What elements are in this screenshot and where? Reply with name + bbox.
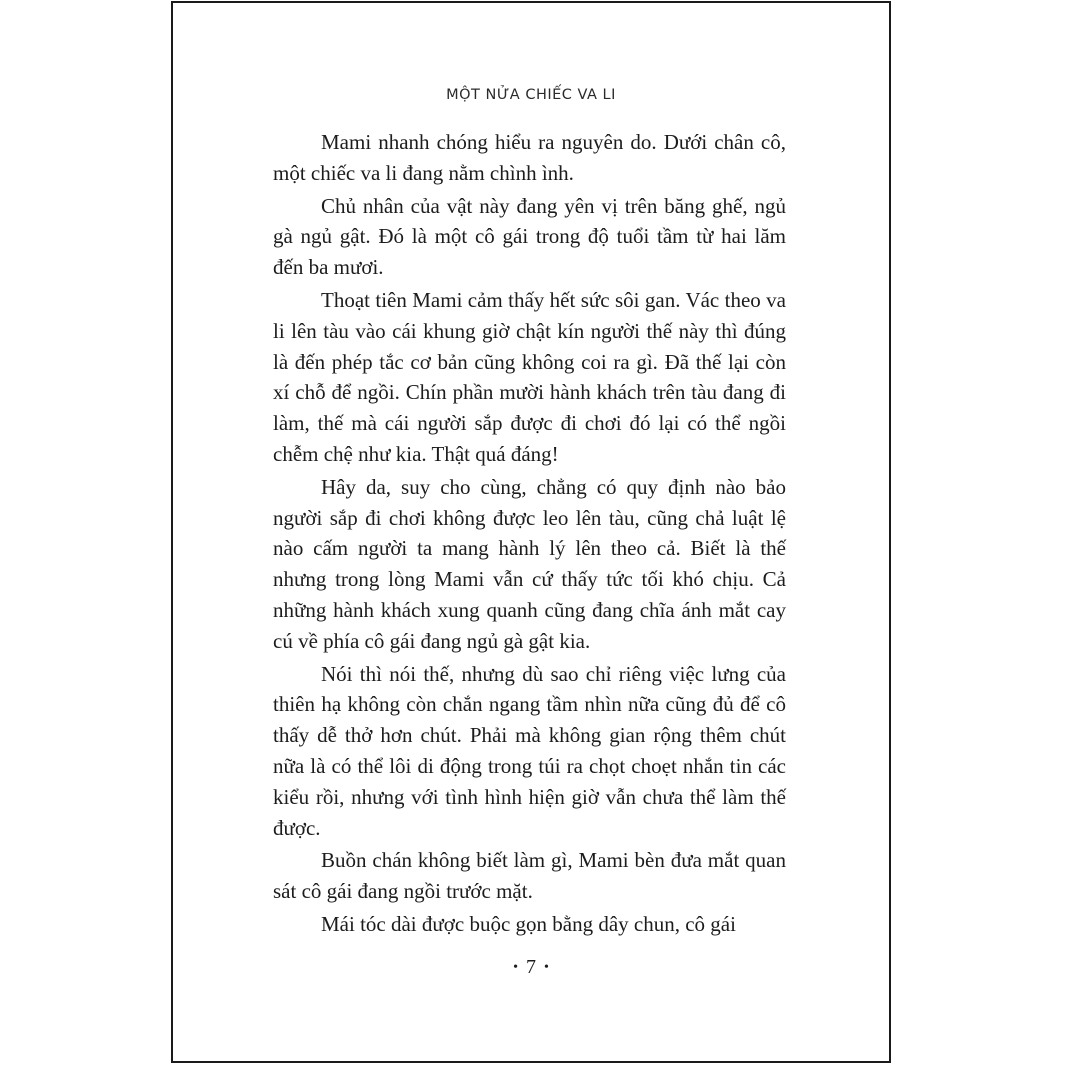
book-page [171, 1, 891, 1063]
folio-dot-right: • [544, 960, 549, 975]
paragraph: Mami nhanh chóng hiểu ra nguyên do. Dưới chân cô, một chiếc va li đang nằm chình ình. [273, 130, 786, 185]
running-head: MỘT NỬA CHIẾC VA LI [446, 87, 616, 103]
page-number-value: 7 [526, 956, 536, 978]
paragraph: Mái tóc dài được buộc gọn bằng dây chun, cô gái [321, 911, 736, 936]
paragraph: Chủ nhân của vật này đang yên vị trên băng ghế, ngủ gà ngủ gật. Đó là một cô gái trong độ tuổi tầm từ hai lăm đến ba mươi. [273, 193, 786, 280]
paragraph: Nói thì nói thế, nhưng dù sao chỉ riêng việc lưng của thiên hạ không còn chắn ngang tầm nhìn nữa cũng đủ để cô thấy dễ thở hơn chút. Phải mà không gian rộng thêm chút nữa là có thể lôi di động trong túi ra chọt choẹt nhắn tin các kiểu rồi, nhưng với tình hình hiện giờ vẫn chưa thể làm thế được. [273, 661, 786, 840]
page-number [173, 956, 889, 979]
folio-dot-left: • [513, 960, 518, 975]
paragraph: Buồn chán không biết làm gì, Mami bèn đưa mắt quan sát cô gái đang ngồi trước mặt. [273, 848, 786, 904]
paragraph: Thoạt tiên Mami cảm thấy hết sức sôi gan. Vác theo va li lên tàu vào cái khung giờ chật kín người thế này thì đúng là đến phép tắc cơ bản cũng không coi ra gì. Đã thế lại còn xí chỗ để ngồi. Chín phần mười hành khách trên tàu đang đi làm, thế mà cái người sắp được đi chơi đó lại có thể ngồi chễm chệ như kia. Thật quá đáng! [273, 287, 786, 466]
body-text [273, 127, 786, 942]
paragraph: Hây da, suy cho cùng, chẳng có quy định nào bảo người sắp đi chơi không được leo lên tàu, cũng chả luật lệ nào cấm người ta mang hành lý lên theo cả. Biết là thế nhưng trong lòng Mami vẫn cứ thấy tức tối khó chịu. Cả những hành khách xung quanh cũng đang chĩa ánh mắt cay cú về phía cô gái đang ngủ gà gật kia. [273, 474, 786, 653]
